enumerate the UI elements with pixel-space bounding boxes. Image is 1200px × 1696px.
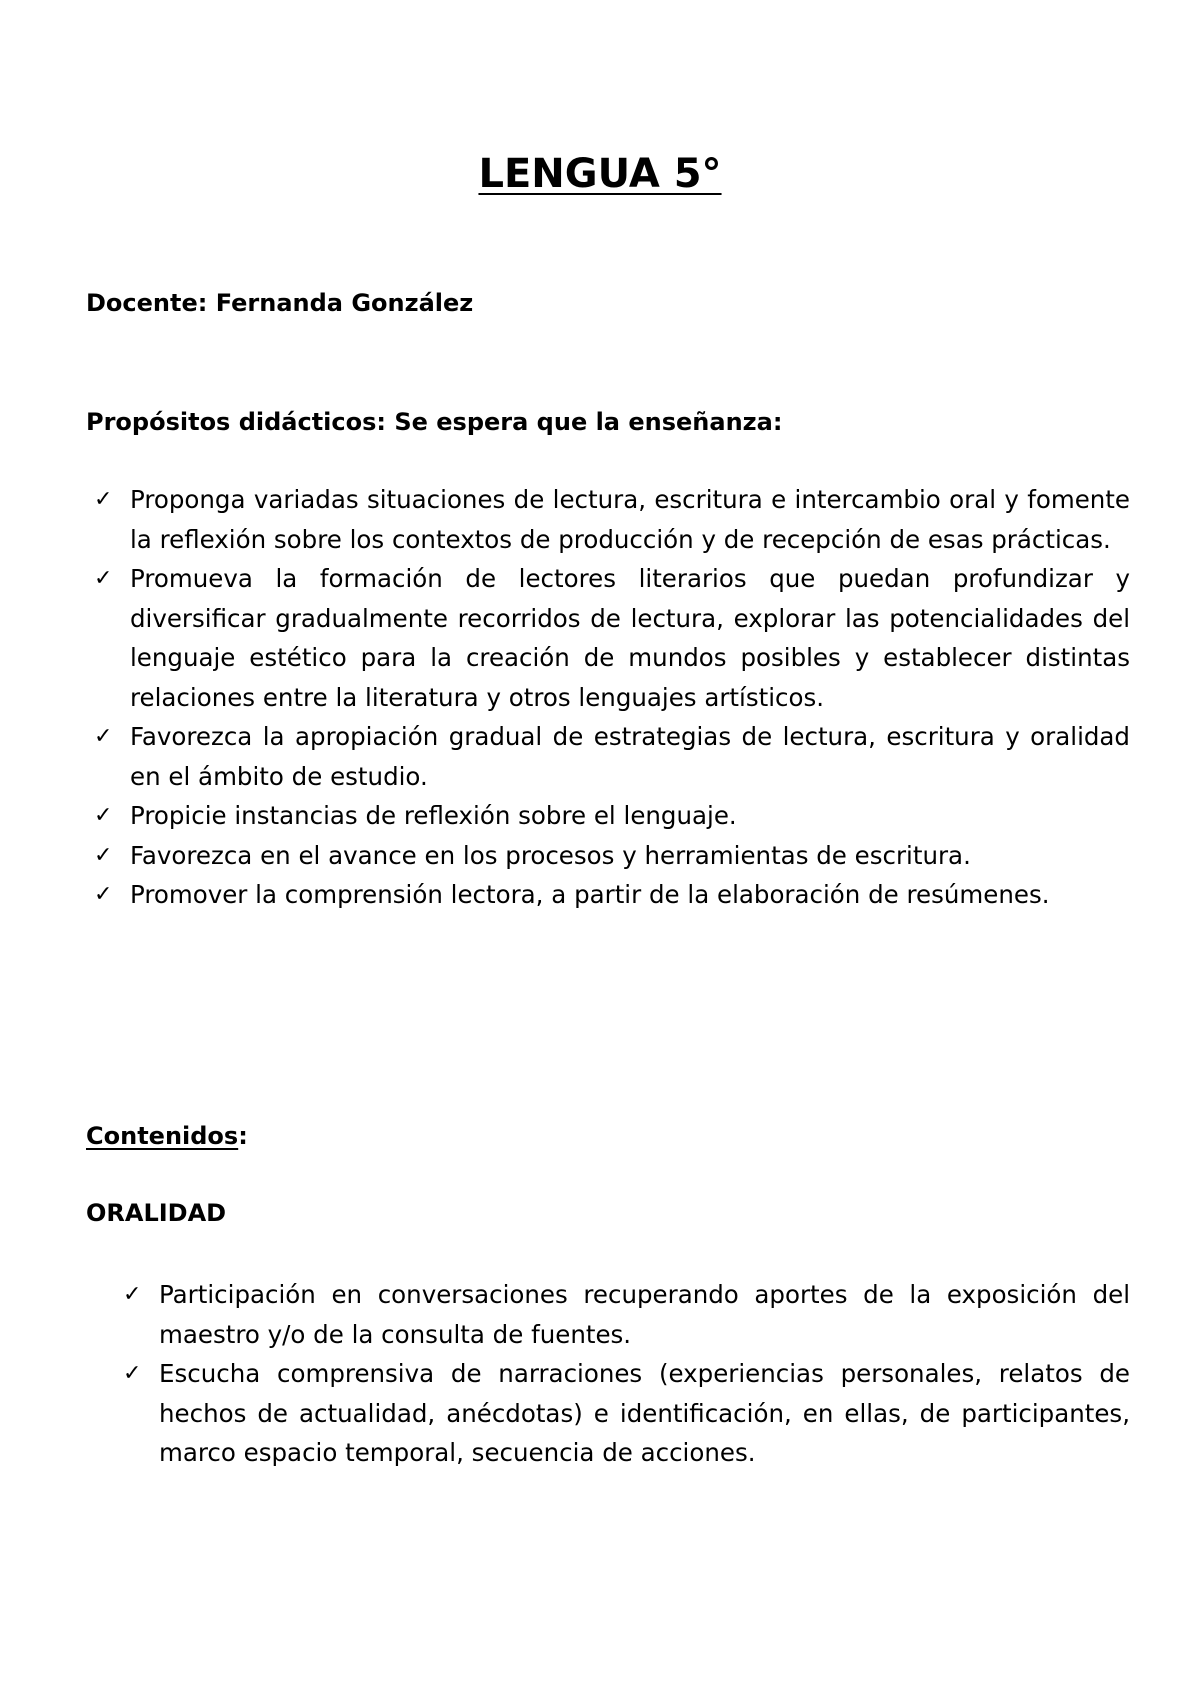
purposes-heading: Propósitos didácticos: Se espera que la enseñanza: [86, 408, 783, 436]
check-icon: ✓ [123, 1282, 142, 1307]
list-item-text: Favorezca la apropiación gradual de estrategias de lectura, escritura y oralidad en el ámbito de estudio. [130, 722, 1130, 791]
check-icon: ✓ [94, 724, 113, 749]
list-item [94, 559, 1130, 717]
check-icon: ✓ [94, 566, 113, 591]
list-item [94, 717, 1130, 796]
list-item-text: Favorezca en el avance en los procesos y herramientas de escritura. [130, 840, 971, 870]
page-title-text: LENGUA 5° [478, 151, 722, 197]
teacher-name: Fernanda González [215, 289, 474, 317]
check-icon: ✓ [94, 487, 113, 512]
check-icon: ✓ [123, 1361, 142, 1386]
teacher-line [86, 287, 473, 319]
check-icon: ✓ [94, 882, 113, 907]
list-item [94, 480, 1130, 559]
purposes-list [94, 480, 1130, 915]
list-item [123, 1275, 1130, 1354]
contents-heading-text: Contenidos [86, 1122, 239, 1150]
list-item-text: Promover la comprensión lectora, a partir de la elaboración de resúmenes. [130, 880, 1050, 909]
list-item-text: Escucha comprensiva de narraciones (experiencias personales, relatos de hechos de actualidad, anécdotas) e identificación, en ellas, de participantes, marco espacio temporal, secuencia de acciones. [159, 1359, 1130, 1467]
list-item-text: Proponga variadas situaciones de lectura, escritura e intercambio oral y fomente la reflexión sobre los contextos de producción y de recepción de esas prácticas. [130, 485, 1130, 554]
contents-heading [86, 1120, 248, 1152]
teacher-label: Docente: [86, 289, 208, 317]
check-icon: ✓ [94, 842, 113, 868]
list-item [94, 875, 1130, 915]
list-item [123, 1354, 1130, 1473]
orality-heading: ORALIDAD [86, 1199, 227, 1227]
list-item-text: Promueva la formación de lectores literarios que puedan profundizar y diversificar gradualmente recorridos de lectura, explorar las potencialidades del lenguaje estético para la creación de mundos posibles y establecer distintas relaciones entre la literatura y otros lenguajes artísticos. [130, 564, 1130, 712]
orality-list [123, 1275, 1130, 1473]
list-item [94, 836, 1130, 876]
list-item-text: Participación en conversaciones recuperando aportes de la exposición del maestro y/o de la consulta de fuentes. [159, 1280, 1130, 1349]
list-item-text: Propicie instancias de reflexión sobre el lenguaje. [130, 801, 737, 830]
page-title [0, 148, 1200, 200]
check-icon: ✓ [94, 803, 113, 828]
contents-heading-colon: : [238, 1122, 248, 1150]
list-item [94, 796, 1130, 836]
